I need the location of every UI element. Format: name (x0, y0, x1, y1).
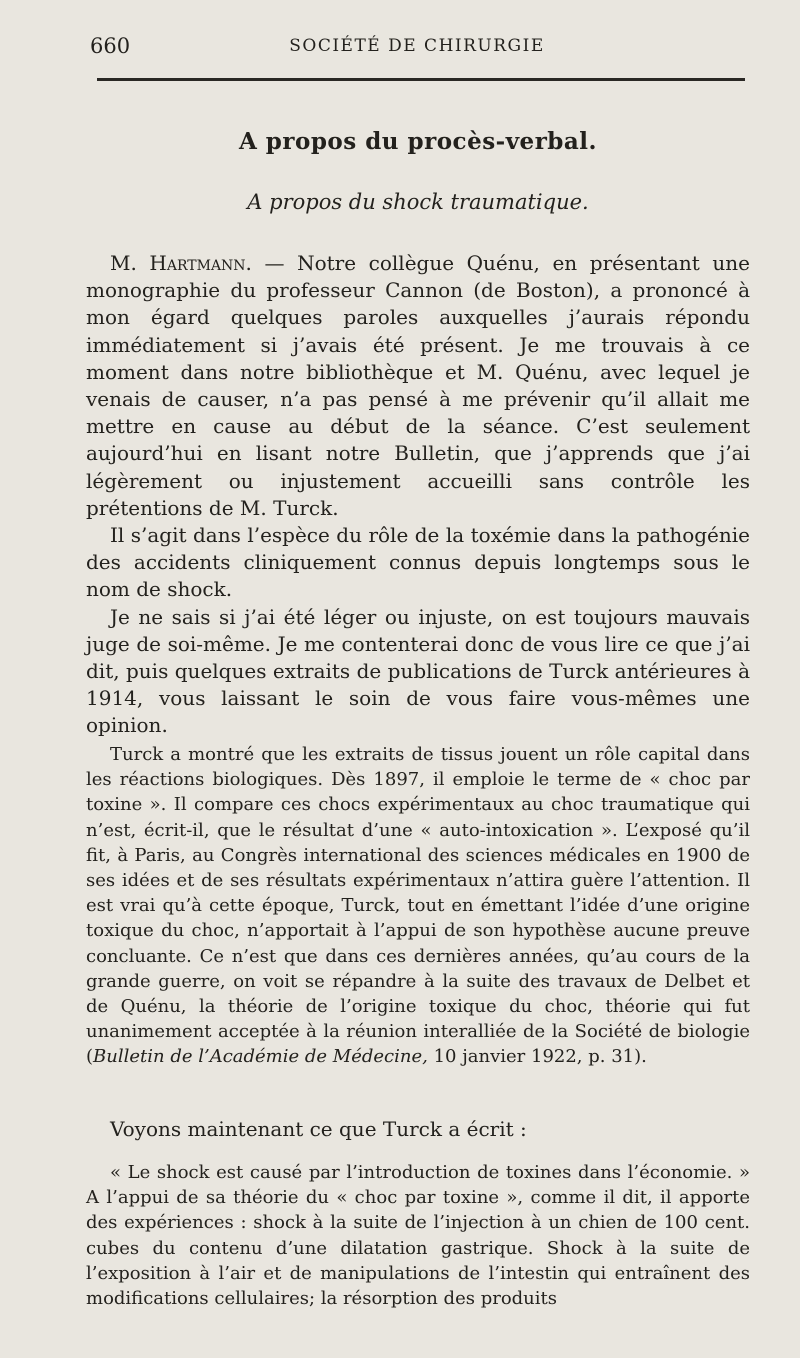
running-head (90, 34, 744, 62)
quoted-passage (86, 742, 750, 1070)
page-number: 660 (90, 34, 131, 58)
paragraph-turck: Voyons maintenant ce que Turck a écrit : (110, 1117, 527, 1141)
main-body (86, 250, 750, 740)
quote2-paragraph: « Le shock est causé par l’introduction de toxines dans l’économie. » A l’appui de sa théorie du « choc par toxine », comme il dit, il apporte des expériences : shock à la suite de l’injection à un chien de 100 cent. cubes du contenu d’une dilatation gastrique. Shock à la suite de l’exposition à l’air et de manipulations de l’intestin qui entraînent des modifications cellulaires; la résorption des produits (86, 1162, 750, 1310)
paragraph-1 (86, 250, 750, 522)
quote-citation: Bulletin de l’Académie de Médecine, (93, 1046, 428, 1068)
quote-text-before: Turck a montré que les extraits de tissus jouent un rôle capital dans les réactions biologiques. Dès 1897, il emploie le terme de « choc par toxine ». Il compare ces chocs expérimentaux au choc traumatique qui n’est, écrit-il, que le résultat d’une « auto-intoxication ». L’exposé qu’il fit, à Paris, au Congrès international des sciences médicales en 1900 de ses idées et de ses résultats expérimentaux n’attira guère l’attention. Il est vrai qu’à cette époque, Turck, tout en émettant l’idée d’une origine toxique du choc, n’apportait à l’appui de son hypothèse aucune preuve concluante. Ce n’est que dans ces dernières années, qu’au cours de la grande guerre, on voit se répandre à la suite des travaux de Delbet et de Quénu, la théorie de l’origine toxique du choc, théorie qui fut unanimement acceptée à la réunion interalliée de la Société de biologie ( (86, 744, 750, 1068)
paragraph-1-text: — Notre collègue Quénu, en présentant une monographie du professeur Cannon (de Boston), a prononcé à mon égard quelques paroles auxquelles j’aurais répondu immédiatement si j’avais été présent. Je me trouvais à ce moment dans notre bibliothèque et M. Quénu, avec lequel je venais de causer, n’a pas pensé à me prévenir qu’il allait me mettre en cause au début de la séance. C’est seulement aujourd’hui en lisant notre Bulletin, que j’apprends que j’ai légèrement ou injustement accueilli sans contrôle les prétentions de M. Turck. (86, 251, 751, 520)
quote-text-after: 10 janvier 1922, p. 31). (427, 1046, 647, 1068)
paragraph-3: Je ne sais si j’ai été léger ou injuste, on est toujours mauvais juge de soi-même. Je me contenterai donc de vous lire ce que j’ai dit, puis quelques extraits de publications de Turck antérieures à 1914, vous laissant le soin de vous faire vous-mêmes une opinion. (86, 604, 750, 738)
subtitle: A propos du shock traumatique. (247, 190, 589, 214)
speaker-name: M. Hartmann. (110, 251, 252, 275)
running-title: SOCIÉTÉ DE CHIRURGIE (289, 36, 545, 56)
paragraph-2: Il s’agit dans l’espèce du rôle de la toxémie dans la pathogénie des accidents cliniquement connus depuis longtemps sous le nom de shock. (86, 523, 750, 602)
header-rule (97, 78, 745, 81)
turck-quote (86, 1160, 750, 1311)
quote-paragraph (86, 742, 750, 1070)
section-title: A propos du procès-verbal. (238, 128, 598, 155)
turck-intro (86, 1116, 750, 1143)
